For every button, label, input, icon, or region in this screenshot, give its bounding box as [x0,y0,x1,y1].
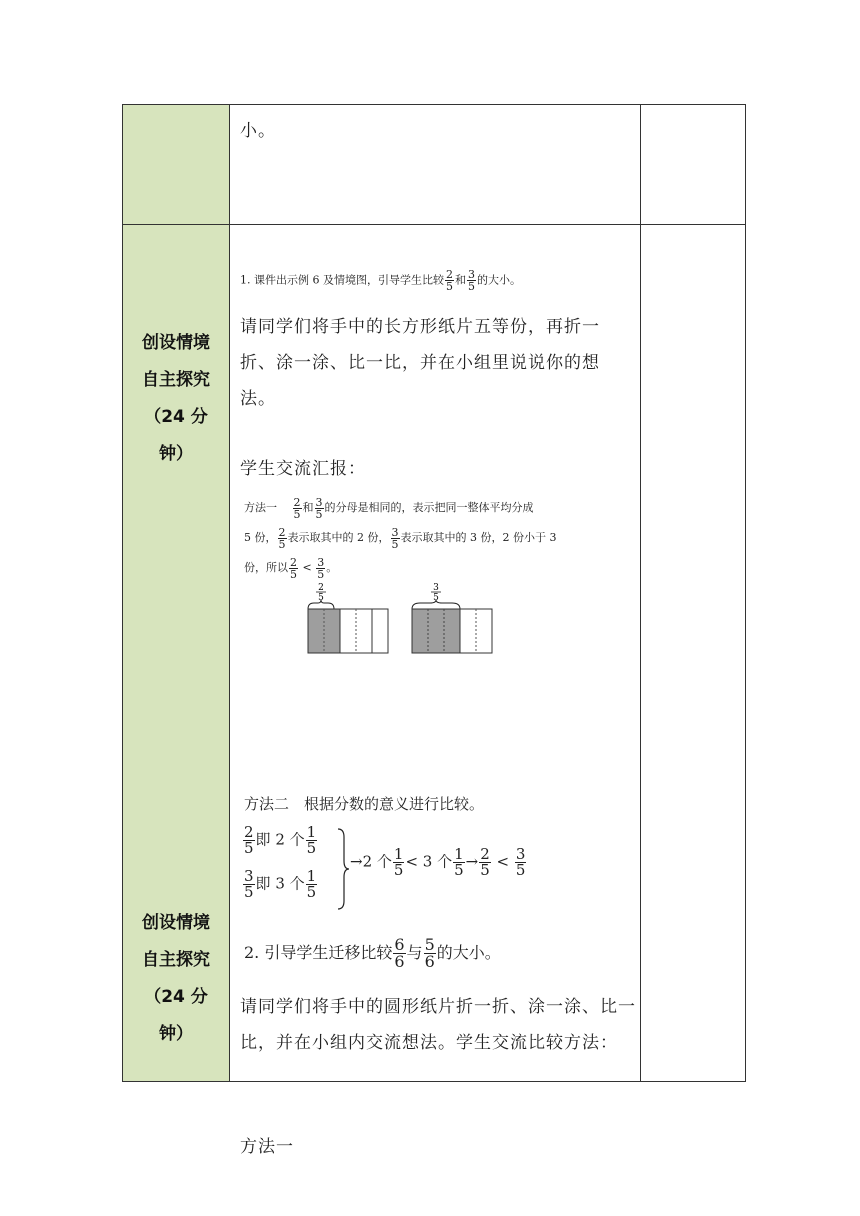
content-cell [230,105,641,225]
fraction-bars-diagram [302,581,502,681]
paragraph-2: 学生交流汇报： [240,459,366,479]
table-row [123,105,746,225]
section-label-repeat: 创设情境 自主探究 （24 分 钟） [142,913,210,1044]
method1-block [244,493,634,583]
method1-line2: 5 份， $\frac{2}{5}$ 表示取其中的 2 份， $\frac{3}{5}$ 表示取其中的 3 份，2 份小于 3 [244,525,557,551]
note-cell [641,225,746,1082]
continued-text: 小。 [240,121,276,141]
label-cell [123,225,230,1082]
bar2-label-num: 3 [433,583,439,593]
fraction: $\frac{3}{5}$ [467,268,475,293]
note-cell [641,105,746,225]
method1-line1: 方法一 $\frac{2}{5}$ 和 $\frac{3}{5}$ 的分母是相同的，表示把同一整体平均分成 [244,495,534,521]
fraction: $\frac{2}{5}$ [445,268,453,293]
right-brace [336,827,350,911]
table-row [123,225,746,1082]
method2-derivation [242,825,622,915]
bar1-label-den: 5 [318,593,324,603]
lesson-table [122,104,746,1157]
paragraph-4: 方法一 [240,1137,294,1157]
section-label: 创设情境 自主探究 （24 分 钟） [142,333,210,464]
method2-line2: $\frac{3}{5}$ 即 3 个 $\frac{1}{5}$ [244,867,317,901]
item2-line: 2. 引导学生迁移比较 $\frac{6}{6}$ 与 $\frac{5}{6}$ 的大小。 [244,935,501,971]
bar2 [412,609,492,653]
bar2-brace [412,600,460,609]
bar2-label-den: 5 [433,593,439,603]
label-cell [123,105,230,225]
content-cell [230,225,641,1157]
method2-title: 方法二 根据分数的意义进行比较。 [244,795,485,813]
bar1-label-num: 2 [318,583,324,593]
method2-line1: $\frac{2}{5}$ 即 2 个 $\frac{1}{5}$ [244,823,317,857]
bar1 [308,609,388,653]
method2-result: →2 个 $\frac{1}{5}$ < 3 个 $\frac{1}{5}$ → $\frac{2}{5}$ < $\frac{3}{5}$ [350,845,526,879]
paragraph-1: 请同学们将手中的长方形纸片五等份，再折一折、涂一涂、比一比，并在小组里说说你的想法。 [240,317,600,409]
paragraph-3: 请同学们将手中的圆形纸片折一折、涂一涂、比一比，并在小组内交流想法。学生交流比较方法： [240,997,636,1053]
bar1-brace [308,600,334,609]
item1-line: 1. 课件出示例 6 及情境图，引导学生比较 $\frac{2}{5}$ 和 $\frac{3}{5}$ 的大小。 [240,268,521,293]
method1-line3: 份，所以 $\frac{2}{5}$ < $\frac{3}{5}$ 。 [244,555,338,581]
